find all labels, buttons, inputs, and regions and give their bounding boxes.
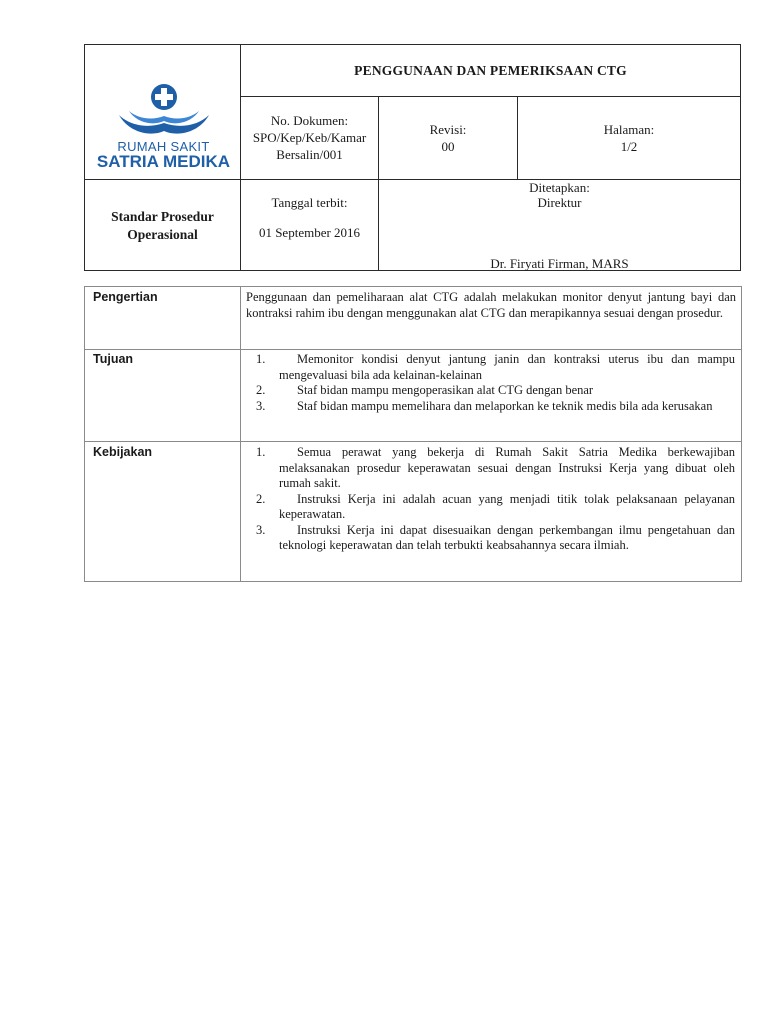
tanggal-cell [240,179,379,271]
kebijakan-label-cell [84,441,241,582]
list-item-text: Semua perawat yang bekerja di Rumah Sakit Satria Medika berkewajiban melaksanakan prosedur keperawatan sesuai dengan Instruksi Kerja yang dibuat oleh rumah sakit. [279,445,735,490]
revisi-cell [378,96,518,180]
list-item-text: Instruksi Kerja ini dapat disesuaikan dengan perkembangan ilmu pengetahuan dan teknologi keperawatan dan telah terbukti keabsahannya secara ilmiah. [279,522,735,552]
halaman-cell [517,96,741,180]
list-item-number: 2. [256,383,266,397]
doc-number-cell [240,96,379,180]
list-item-number: 1. [256,445,266,459]
signatory-name: Dr. Firyati Firman, MARS [490,256,629,271]
list-item-number: 3. [256,522,266,537]
list-item [243,523,735,554]
halaman-value: 1/2 [620,139,638,154]
list-item [243,399,735,415]
ditetapkan-label: Ditetapkan: [529,180,590,195]
spo-cell [84,179,241,271]
tanggal-value: 01 September 2016 [258,225,361,240]
list-item-text: Staf bidan mampu mengoperasikan alat CTG dengan benar [297,383,594,397]
tujuan-label-cell [84,349,241,442]
doc-number-line1: SPO/Kep/Keb/Kamar [252,130,367,145]
ditetapkan-role: Direktur [537,195,582,210]
list-item [243,445,735,492]
pengertian-text: Penggunaan dan pemeliharaan alat CTG adalah melakukan monitor denyut jantung bayi dan kontraksi rahim ibu dengan menggunakan alat CTG dan merapikannya sesuai dengan prosedur. [246,290,736,320]
list-item-number: 1. [256,352,266,366]
pengertian-label-cell [84,286,241,350]
kebijakan-content-cell [240,441,742,582]
doc-number-line2: Bersalin/001 [276,147,343,162]
list-item-text: Instruksi Kerja ini adalah acuan yang menjadi titik tolak pelaksanaan pelayanan keperawatan. [279,491,735,521]
halaman-label: Halaman: [603,122,655,137]
pengertian-label: Pengertian [93,290,158,304]
ditetapkan-cell [378,179,741,271]
spo-line1: Standar Prosedur [111,209,214,224]
list-item-number: 3. [256,398,266,413]
list-item [243,383,735,399]
list-item-number: 2. [256,491,266,506]
kebijakan-label: Kebijakan [93,445,153,459]
list-item-text: Memonitor kondisi denyut jantung janin dan kontraksi uterus ibu dan mampu mengevaluasi bila ada kelainan-kelainan [279,352,735,382]
doc-number-label: No. Dokumen: [270,113,349,128]
tujuan-list [243,352,735,414]
tujuan-content-cell [240,349,742,442]
document-title: PENGGUNAAN DAN PEMERIKSAAN CTG [354,63,627,78]
revisi-label: Revisi: [429,122,467,137]
spo-line2: Operasional [127,227,198,242]
tujuan-label: Tujuan [93,352,134,366]
kebijakan-list [243,445,735,554]
list-item [243,492,735,523]
title-cell [240,44,741,97]
logo-line2: SATRIA MEDIKA [96,152,231,171]
logo-line1: RUMAH SAKIT [117,139,210,154]
tanggal-label: Tanggal terbit: [271,195,348,210]
pengertian-content-cell [240,286,742,350]
list-item [243,352,735,383]
list-item-text: Staf bidan mampu memelihara dan melaporkan ke teknik medis bila ada kerusakan [297,398,713,413]
revisi-value: 00 [441,139,455,154]
